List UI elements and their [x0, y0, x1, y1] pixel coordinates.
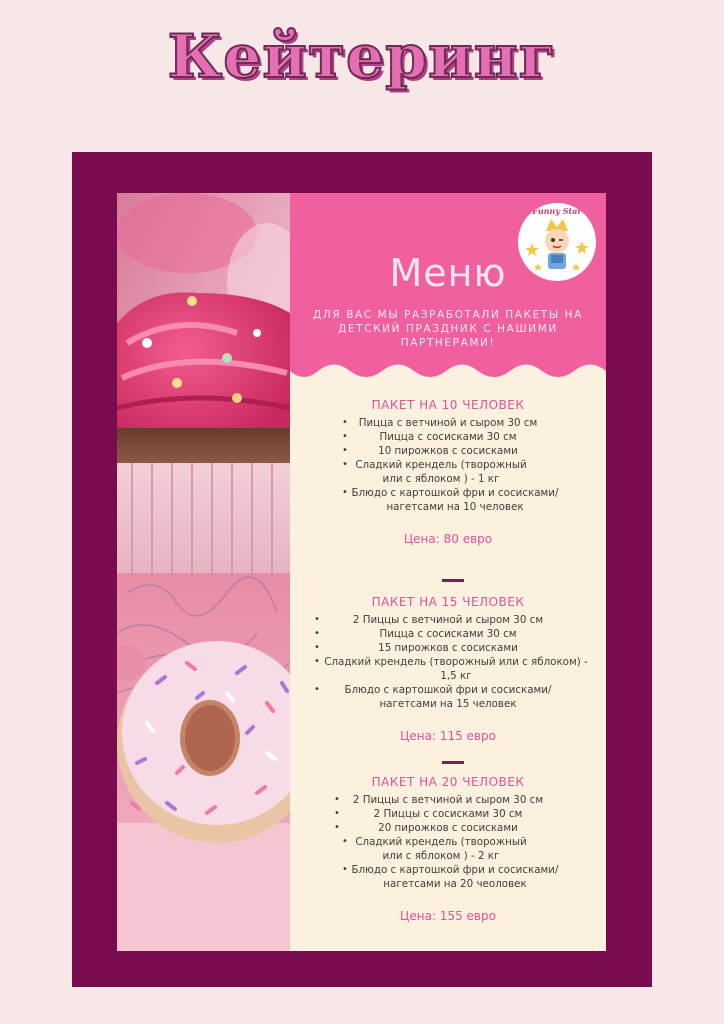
package-10	[290, 398, 606, 546]
package-title: ПАКЕТ НА 20 ЧЕЛОВЕК	[371, 775, 525, 789]
menu-title: Меню	[389, 251, 507, 295]
list-item: • Блюдо с картошкой фри и сосисками/нагетсами на 20 чeoловек	[342, 864, 559, 890]
package-15	[290, 595, 606, 743]
list-item: • 2 Пиццы с сосисками 30 см	[334, 808, 523, 820]
list-item: • 2 Пиццы с ветчиной и сыром 30 см	[314, 614, 544, 626]
package-items	[290, 793, 606, 891]
package-20	[290, 775, 606, 923]
divider	[442, 579, 464, 582]
list-item: • 2 Пиццы с ветчиной и сыром 30 см	[334, 794, 544, 806]
package-price: Цена: 155 евро	[400, 909, 496, 923]
package-title: ПАКЕТ НА 10 ЧЕЛОВЕК	[371, 398, 525, 412]
menu-subtitle: ДЛЯ ВАС МЫ РАЗРАБОТАЛИ ПАКЕТЫ НА ДЕТСКИЙ ПРАЗДНИК С НАШИМИ ПАРТНЕРАМИ!	[313, 309, 583, 349]
list-item: • Сладкий крендель (творожный или с яблоком ) - 2 кг	[342, 836, 527, 862]
photo-column	[117, 193, 290, 951]
page-title: Кейтеринг	[167, 22, 557, 92]
menu-header	[290, 193, 606, 393]
package-title: ПАКЕТ НА 15 ЧЕЛОВЕК	[371, 595, 525, 609]
list-item: • 10 пирожков с сосисками	[342, 445, 518, 457]
list-item: • Сладкий крендель (творожный или с яблоком ) - 1 кг	[342, 459, 527, 485]
menu-panel	[290, 193, 606, 951]
list-item: • Сладкий крендель (творожный или с яблоком) - 1,5 кг	[314, 656, 588, 682]
list-item: • Пицца с сосисками 30 см	[314, 628, 517, 640]
package-price: Цена: 80 евро	[403, 532, 493, 546]
list-item: • 15 пирожков с сосисками	[314, 642, 518, 654]
list-item: • Пицца с сосисками 30 см	[342, 431, 517, 443]
package-price: Цена: 115 евро	[400, 729, 496, 743]
cupcake-photo	[117, 193, 290, 573]
donut-photo	[117, 573, 290, 951]
list-item: • Блюдо с картошкой фри и сосисками/ нагетсами на 15 человек	[314, 684, 552, 710]
list-item: • 20 пирожков с сосисками	[334, 822, 518, 834]
package-items	[290, 613, 606, 711]
logo-text: Funny Star	[532, 206, 582, 216]
list-item: • Пицца с ветчиной и сыром 30 см	[342, 417, 538, 429]
divider	[442, 761, 464, 764]
package-items	[290, 416, 606, 514]
list-item: • Блюдо с картошкой фри и сосисками/нагетсами на 10 человек	[342, 487, 559, 513]
